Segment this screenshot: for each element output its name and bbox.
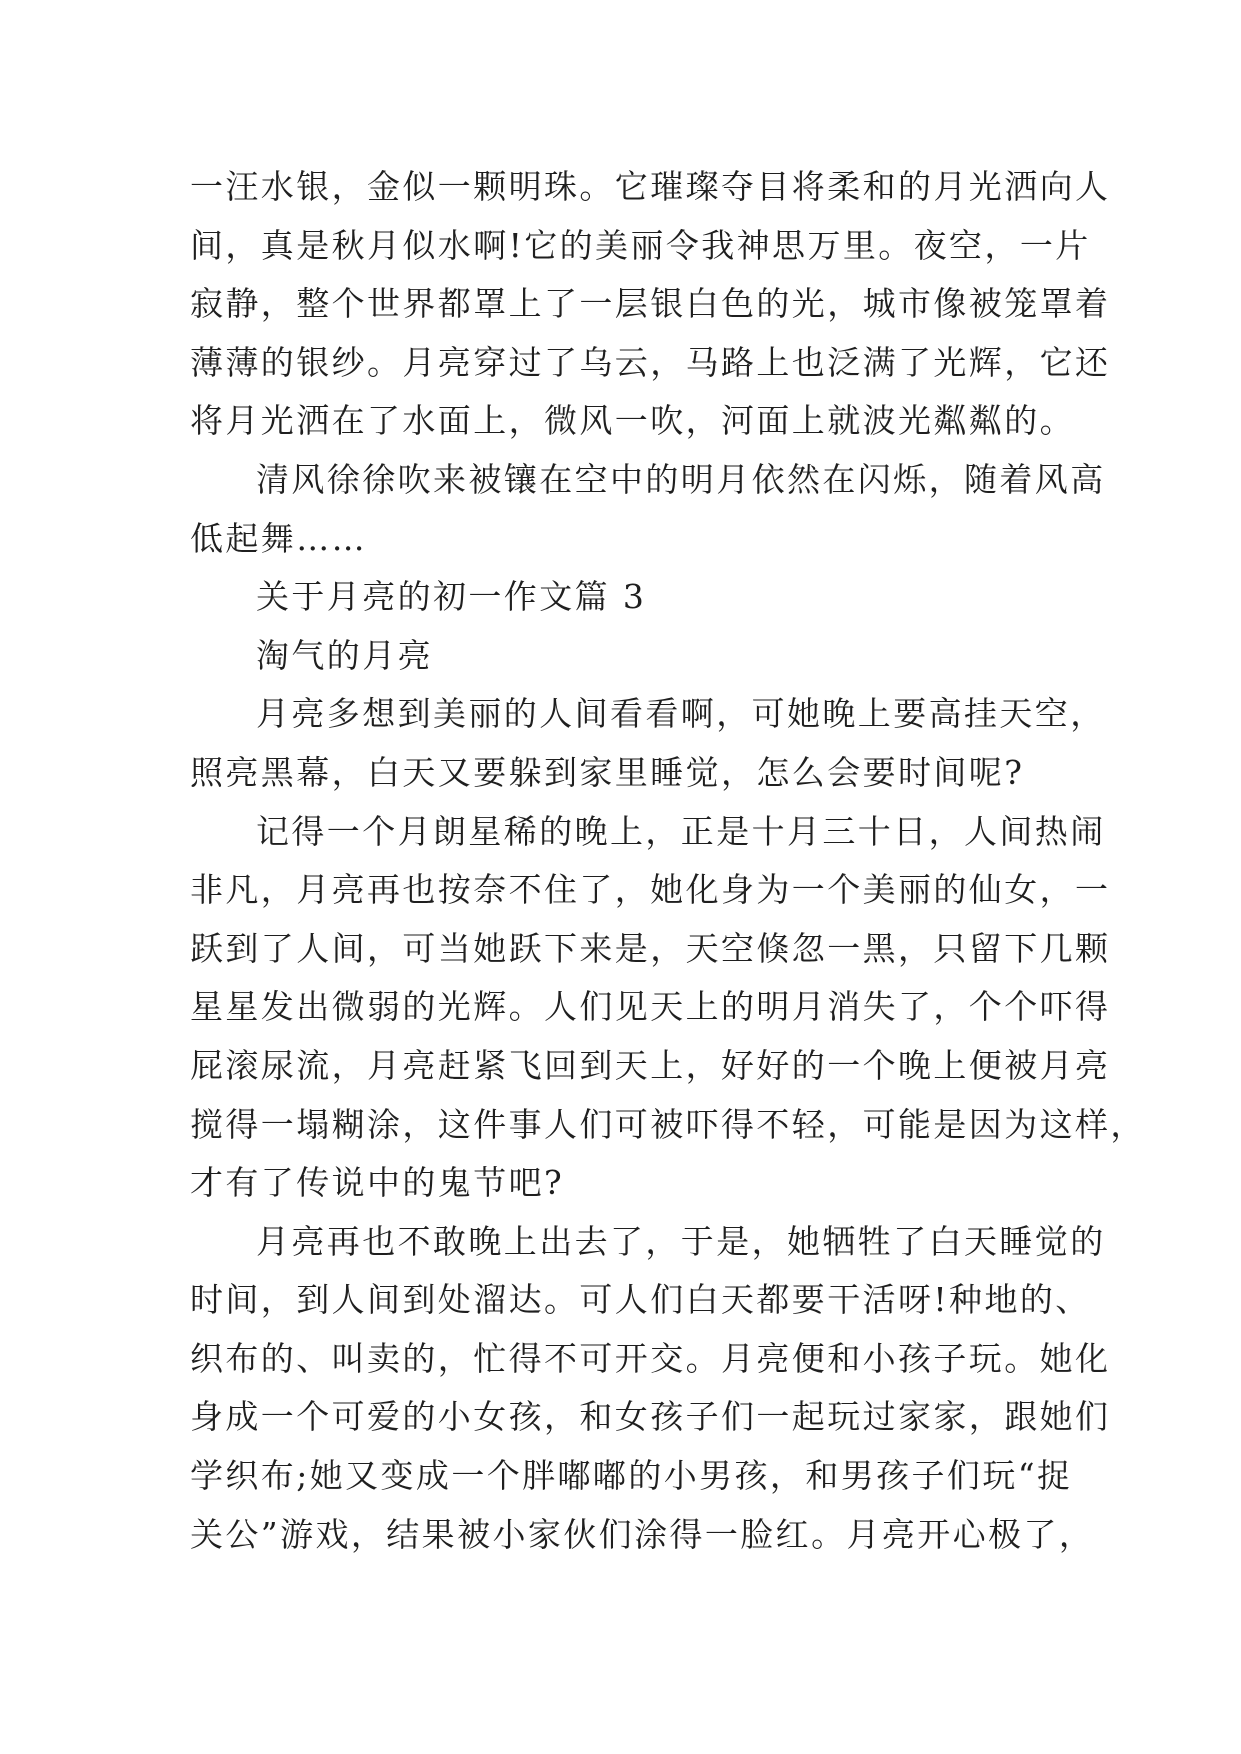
text-line: 身成一个可爱的小女孩，和女孩子们一起玩过家家，跟她们 (190, 1397, 1111, 1437)
text-line: 非凡，月亮再也按奈不住了，她化身为一个美丽的仙女，一 (190, 870, 1111, 910)
text-line: 屁滚尿流，月亮赶紧飞回到天上，好好的一个晚上便被月亮 (190, 1045, 1111, 1085)
text-line: 才有了传说中的鬼节吧? (190, 1163, 565, 1203)
text-line: 织布的、叫卖的，忙得不可开交。月亮便和小孩子玩。她化 (190, 1338, 1111, 1378)
text-line: 时间，到人间到处溜达。可人们白天都要干活呀!种地的、 (190, 1280, 1091, 1320)
text-line: 月亮再也不敢晚上出去了，于是，她牺牲了白天睡觉的 (256, 1221, 1106, 1261)
text-line: 记得一个月朗星稀的晚上，正是十月三十日，人间热闹 (256, 811, 1106, 851)
text-line: 清风徐徐吹来被镶在空中的明月依然在闪烁，随着风高 (256, 459, 1106, 499)
text-line: 淘气的月亮 (256, 635, 433, 675)
text-line: 学织布;她又变成一个胖嘟嘟的小男孩，和男孩子们玩“捉 (190, 1456, 1073, 1496)
essay-text (190, 158, 1146, 1564)
text-line: 关公”游戏，结果被小家伙们涂得一脸红。月亮开心极了， (190, 1514, 1095, 1554)
text-line: 低起舞…… (190, 518, 367, 558)
text-line: 薄薄的银纱。月亮穿过了乌云，马路上也泛满了光辉，它还 (190, 342, 1111, 382)
text-line: 将月光洒在了水面上，微风一吹，河面上就波光粼粼的。 (190, 401, 1075, 441)
text-line: 寂静，整个世界都罩上了一层银白色的光，城市像被笼罩着 (190, 284, 1111, 324)
text-line: 一汪水银，金似一颗明珠。它璀璨夺目将柔和的月光洒向人 (190, 167, 1111, 206)
text-line: 星星发出微弱的光辉。人们见天上的明月消失了，个个吓得 (190, 987, 1111, 1027)
text-line: 跃到了人间，可当她跃下来是，天空倏忽一黑，只留下几颗 (190, 928, 1111, 968)
text-line: 照亮黑幕，白天又要躲到家里睡觉，怎么会要时间呢? (190, 752, 1025, 792)
text-line: 关于月亮的初一作文篇 3 (256, 577, 647, 617)
text-line: 月亮多想到美丽的人间看看啊，可她晚上要高挂天空， (256, 694, 1106, 734)
text-line: 间，真是秋月似水啊!它的美丽令我神思万里。夜空，一片 (190, 225, 1091, 265)
text-line: 搅得一塌糊涂，这件事人们可被吓得不轻，可能是因为这样， (190, 1104, 1146, 1144)
